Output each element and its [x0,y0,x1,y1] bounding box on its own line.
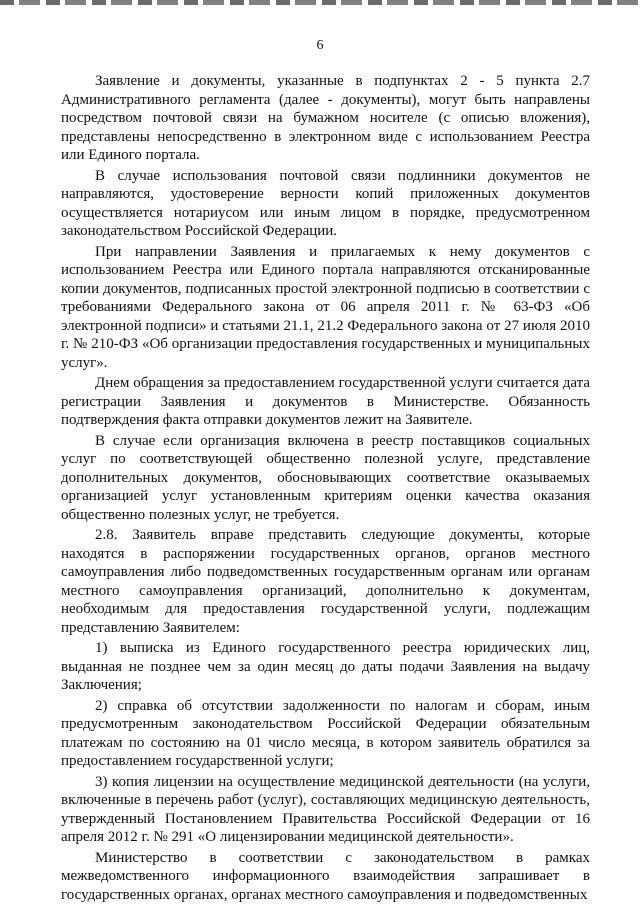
scan-edge [0,0,640,5]
list-item: 2) справка об отсутствии задолженности по налогам и сборам, иным предусмотренным законодательством Российской Федерации обязательным платежам по состоянию на 01 число месяца, в котором заявитель обратился за предоставлением государственной услуги; [61,697,590,769]
paragraph: В случае использования почтовой связи подлинники документов не направляются, удостоверение верности копий приложенных документов осуществляется нотариусом или иным лицом в порядке, предусмотренном законодательством Российской Федерации. [61,167,590,239]
list-item: 3) копия лицензии на осуществление медицинской деятельности (на услуги, включенные в перечень работ (услуг), составляющих медицинскую деятельность, утвержденный Постановлением Правительства Российской Федерации от 16 апреля 2012 г. № 291 «О лицензировании медицинской деятельности». [61,773,590,845]
list-item: 1) выписка из Единого государственного реестра юридических лиц, выданная не позднее чем за один месяц до даты подачи Заявления на выдачу Заключения; [61,640,590,693]
paragraph: Министерство в соответствии с законодательством в рамках межведомственного информационного взаимодействия запрашивает в государственных органах, органах местного самоуправления и подведомственных [61,849,590,903]
page-number: 6 [316,38,324,53]
paragraph: 2.8. Заявитель вправе представить следующие документы, которые находятся в распоряжении государственных органов, органов местного самоуправления либо подведомственных государственным органам или органам местного самоуправления организаций, дополнительно к документам, необходимым для предоставления государственной услуги, подлежащим представлению Заявителем: [61,527,590,636]
document-body [61,72,590,906]
paragraph: В случае если организация включена в реестр поставщиков социальных услуг по соответствующей общественно полезной услуге, представление дополнительных документов, обосновывающих соответствие оказываемых организацией услуг установленным критериям оценки качества оказания общественно полезных услуг, не требуется. [61,432,590,523]
paragraph: Заявление и документы, указанные в подпунктах 2 - 5 пункта 2.7 Административного регламента (далее - документы), могут быть направлены посредством почтовой связи на бумажном носителе (с описью вложения), представлены непосредственно в электронном виде с использованием Реестра или Единого портала. [61,73,590,163]
paragraph: Днем обращения за предоставлением государственной услуги считается дата регистрации Заявления и документов в Министерстве. Обязанность подтверждения факта отправки документов лежит на Заявителе. [61,375,590,428]
paragraph: При направлении Заявления и прилагаемых к нему документов с использованием Реестра или Единого портала направляются отсканированные копии документов, подписанных простой электронной подписью в соответствии с требованиями Федерального закона от 06 апреля 2011 г. № 63-ФЗ «Об электронной подписи» и статьями 21.1, 21.2 Федерального закона от 27 июля 2010 г. № 210-ФЗ «Об организации предоставления государственных и муниципальных услуг». [61,243,590,371]
